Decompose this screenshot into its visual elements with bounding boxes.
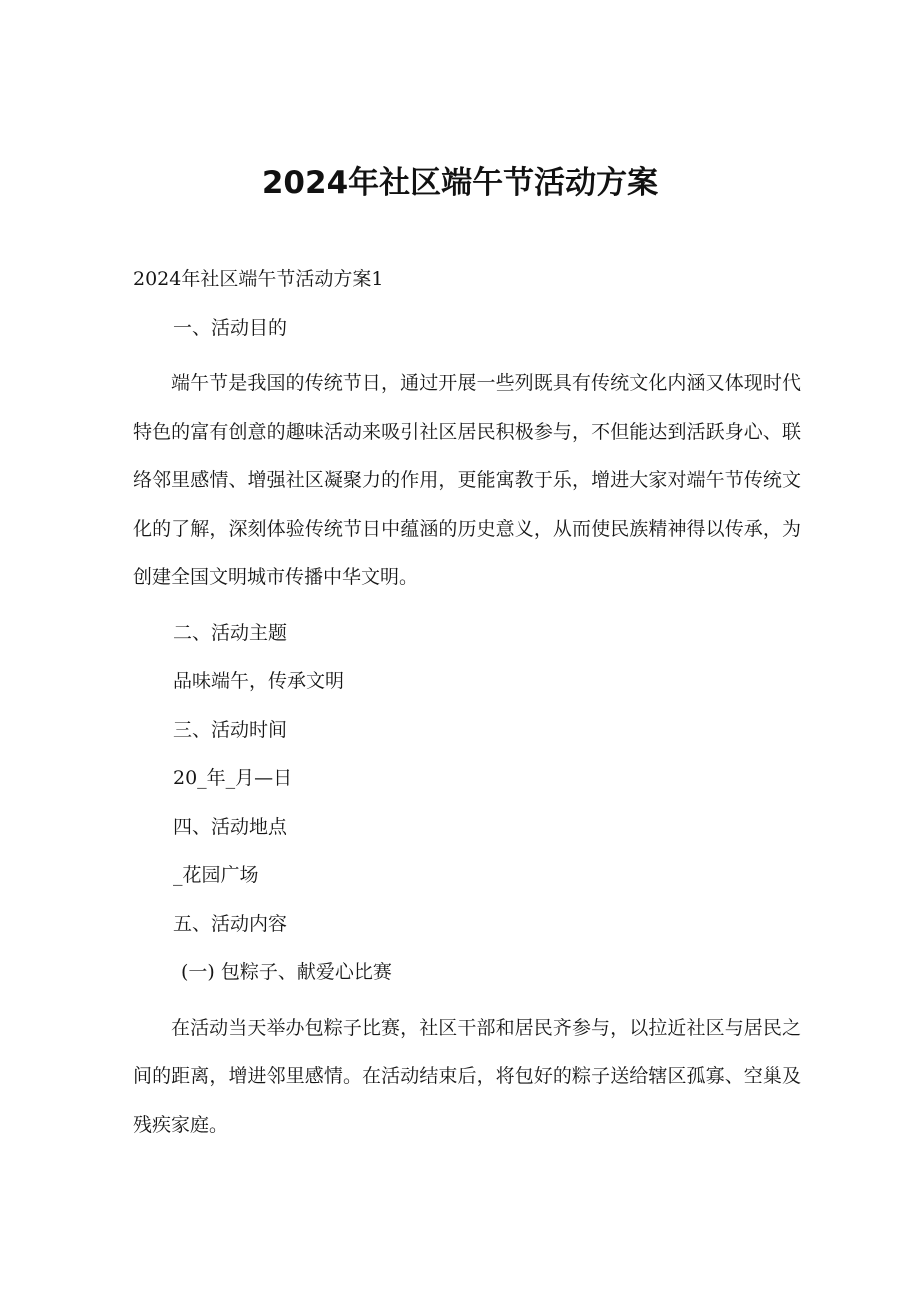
section-heading-theme: 二、活动主题: [173, 621, 288, 644]
document-subtitle: 2024年社区端午节活动方案1: [133, 268, 384, 290]
section-text-theme: 品味端午，传承文明: [173, 670, 345, 692]
subsection-text-dumplings: 在活动当天举办包粽子比赛，社区干部和居民齐参与，以拉近社区与居民之间的距离，增进邻里感情。在活动结束后，将包好的粽子送给辖区孤寡、空巢及残疾家庭。: [133, 1016, 801, 1136]
document-body: [133, 262, 801, 1163]
section-heading-purpose: 一、活动目的: [173, 316, 288, 339]
section-heading-content: 五、活动内容: [173, 912, 288, 935]
section-text-place: _花园广场: [173, 864, 259, 886]
section-text-purpose: 端午节是我国的传统节日，通过开展一些列既具有传统文化内涵又体现时代特色的富有创意的趣味活动来吸引社区居民积极参与，不但能达到活跃身心、联络邻里感情、增强社区凝聚力的作用，更能寓教于乐，增进大家对端午节传统文化的了解，深刻体验传统节日中蕴涵的历史意义，从而使民族精神得以传承，为创建全国文明城市传播中华文明。: [133, 372, 801, 588]
subsection-heading-dumplings: (一) 包粽子、献爱心比赛: [181, 961, 392, 983]
section-heading-place: 四、活动地点: [173, 815, 288, 838]
document-title: 2024年社区端午节活动方案: [261, 165, 659, 201]
section-text-time: 20_年_月—日: [173, 767, 293, 789]
section-heading-time: 三、活动时间: [173, 718, 288, 741]
